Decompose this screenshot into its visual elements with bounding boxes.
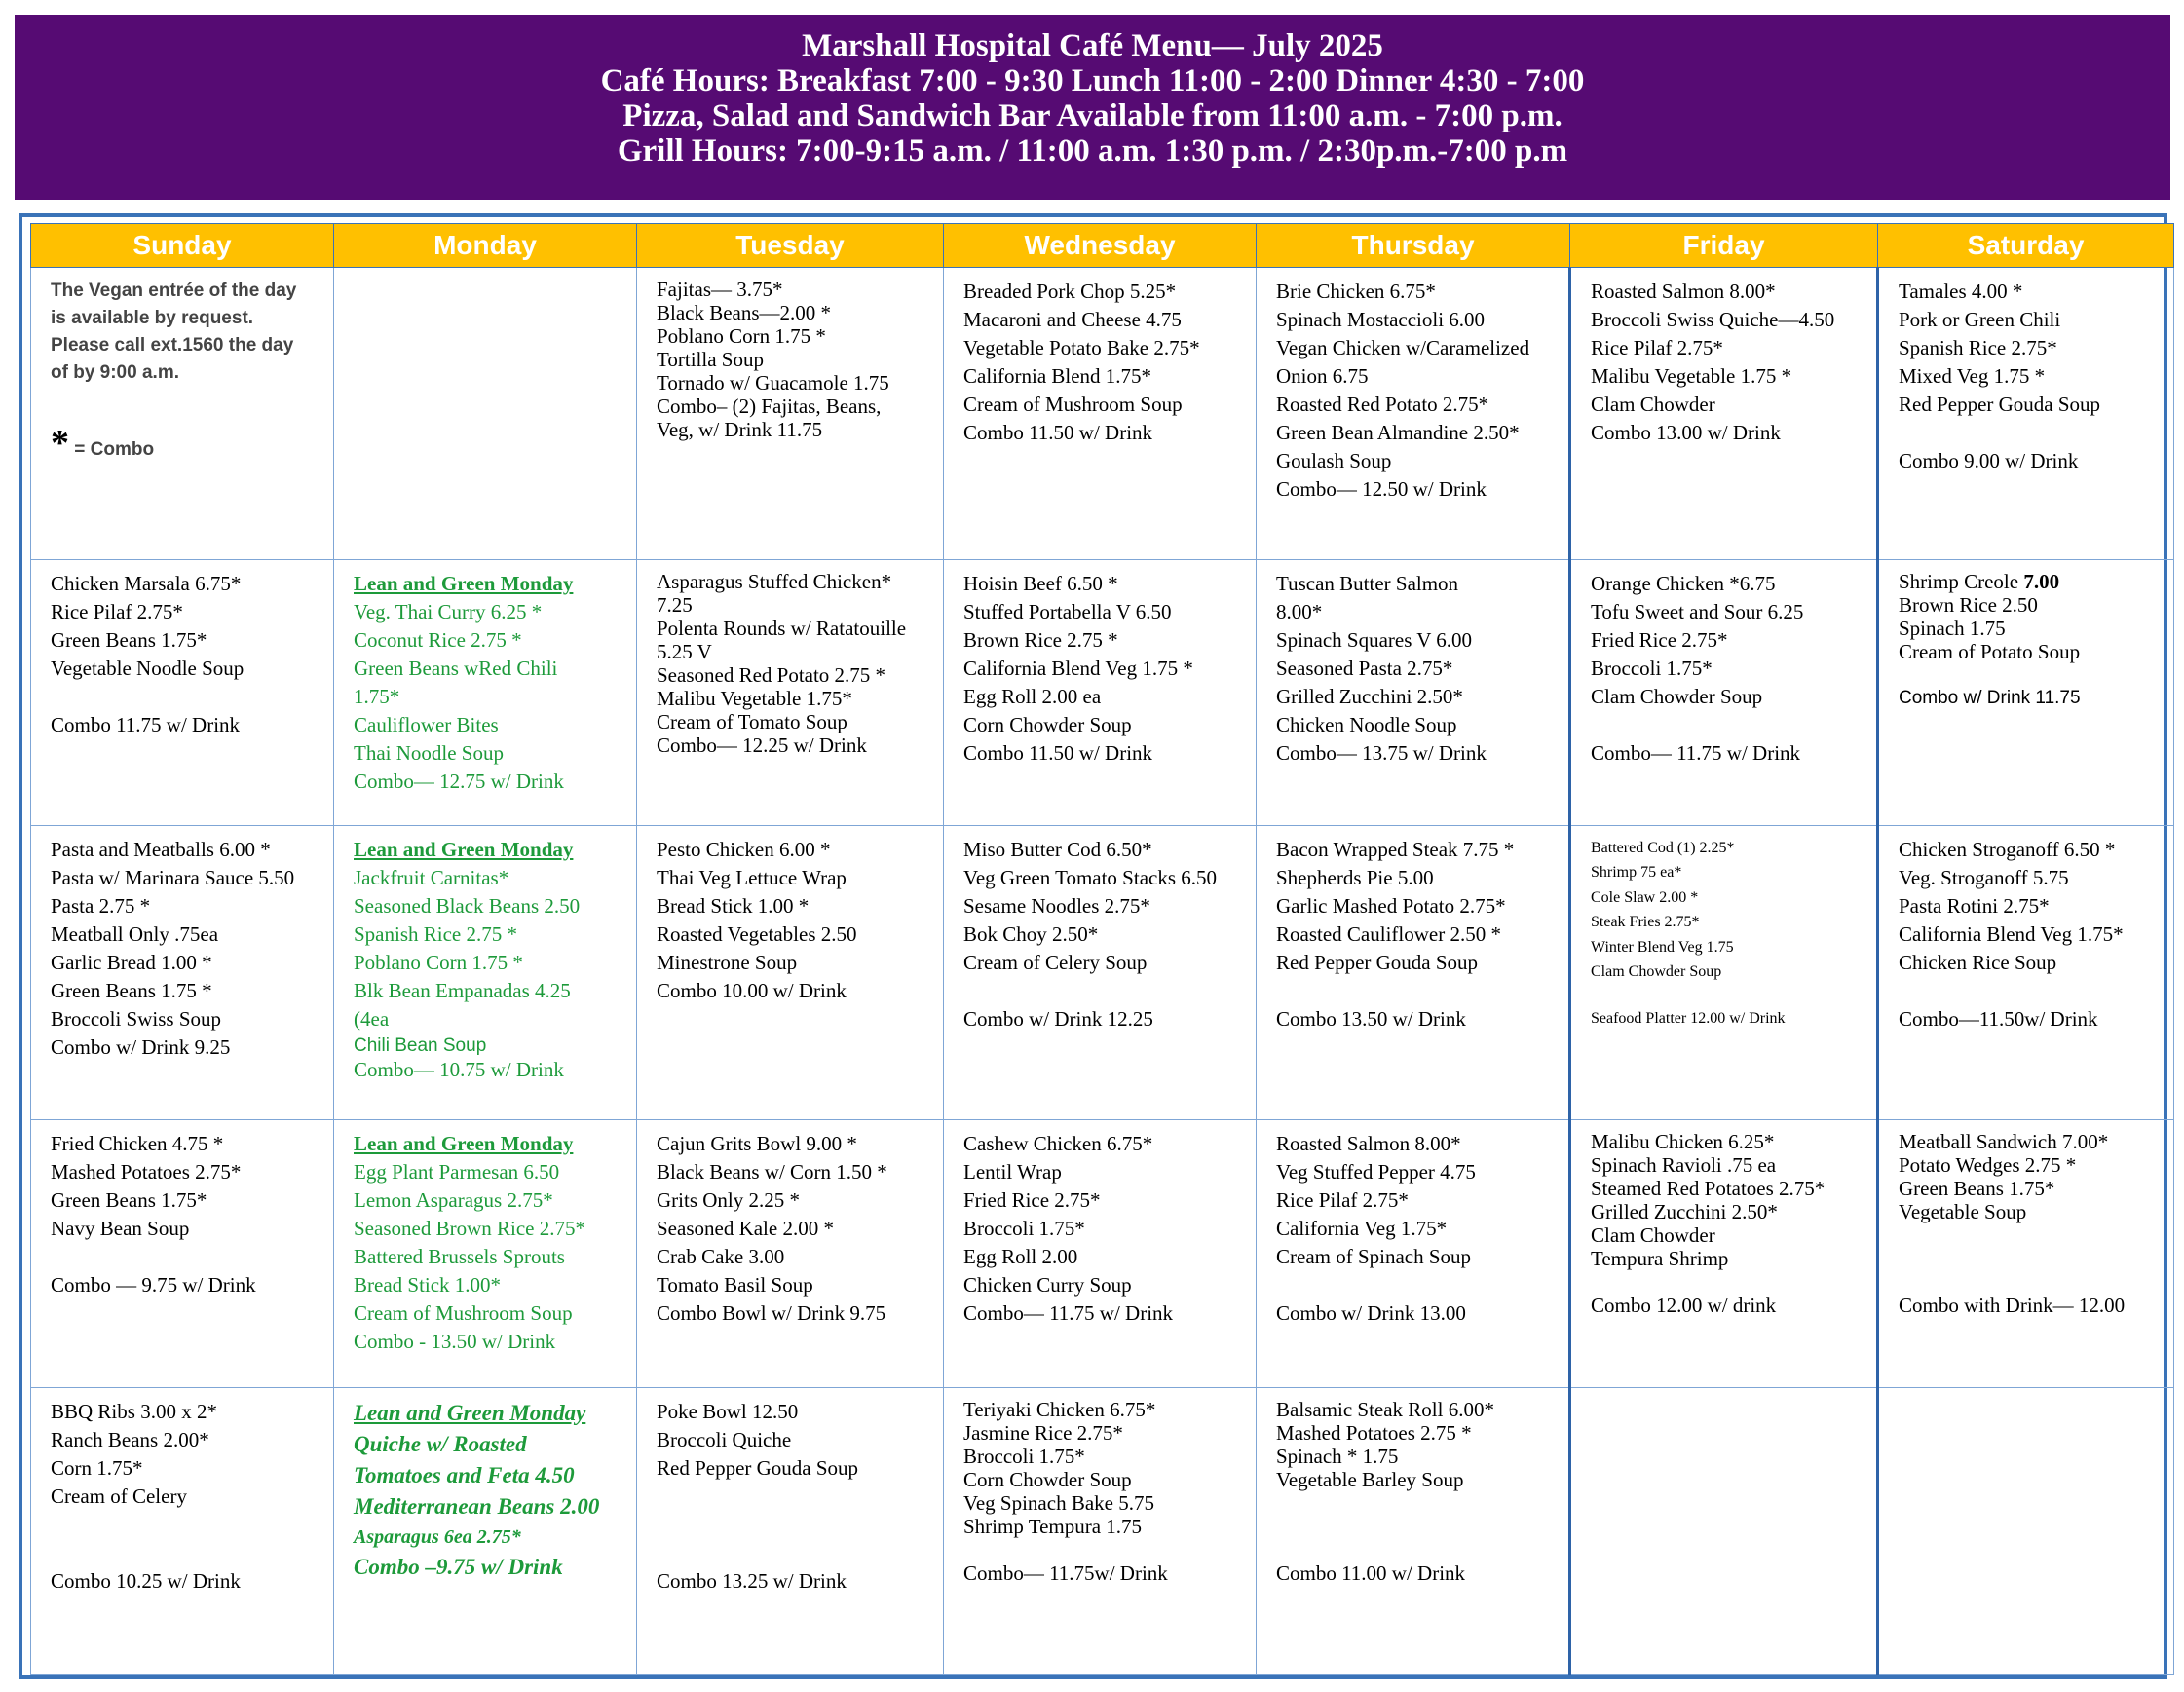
menu-item: Black Beans—2.00 * — [657, 301, 832, 324]
menu-item: Tortilla Soup — [657, 348, 764, 371]
lean-green-title: Lean and Green Monday — [354, 837, 574, 861]
menu-item: Rice Pilaf 2.75* — [1276, 1188, 1409, 1213]
menu-item: Stuffed Portabella V 6.50 — [963, 600, 1172, 624]
menu-item: Poblano Corn 1.75 * — [657, 324, 826, 348]
day-cell-lean-green — [334, 825, 637, 1119]
menu-calendar — [30, 223, 2174, 1675]
menu-item: Mashed Potatoes 2.75* — [51, 1160, 242, 1184]
menu-item: Broccoli Swiss Soup — [51, 1006, 222, 1031]
menu-banner — [15, 15, 2170, 200]
menu-item: Coconut Rice 2.75 * — [354, 628, 522, 653]
menu-item: Spinach 1.75 — [1899, 617, 2006, 641]
menu-item: Vegan Chicken w/Caramelized — [1276, 336, 1530, 359]
menu-item: Green Beans 1.75 * — [51, 978, 212, 1002]
day-header-friday: Friday — [1570, 224, 1878, 268]
menu-item: Lemon Asparagus 2.75* — [354, 1188, 553, 1213]
combo-price: Combo with Drink— 12.00 — [1899, 1294, 2126, 1318]
menu-item: Pasta Rotini 2.75* — [1899, 893, 2050, 918]
menu-item: Vegetable Barley Soup — [1276, 1467, 1464, 1491]
menu-item: 7.25 — [657, 593, 693, 618]
menu-item: Garlic Bread 1.00 * — [51, 950, 212, 974]
day-cell — [1878, 560, 2174, 825]
menu-item: Fried Chicken 4.75 * — [51, 1132, 224, 1156]
menu-item: Tornado w/ Guacamole 1.75 — [657, 371, 889, 395]
menu-item: Pork or Green Chili — [1899, 308, 2061, 331]
combo-price: Combo— 11.75 w/ Drink — [1591, 741, 1801, 766]
menu-item: 5.25 V — [657, 640, 712, 664]
menu-item: Mediterranean Beans 2.00 — [354, 1493, 600, 1519]
menu-item: Clam Chowder Soup — [1591, 963, 1722, 981]
day-cell — [944, 825, 1257, 1119]
day-cell — [944, 268, 1257, 560]
menu-item: Fried Rice 2.75* — [963, 1188, 1101, 1213]
menu-item: Combo w/ Drink 9.25 — [51, 1034, 231, 1059]
menu-item: Malibu Chicken 6.25* — [1591, 1130, 1775, 1154]
day-cell — [31, 825, 334, 1119]
day-cell — [637, 1387, 944, 1674]
menu-item: Brie Chicken 6.75* — [1276, 280, 1436, 303]
day-cell — [944, 1120, 1257, 1387]
menu-item: Shrimp 75 ea* — [1591, 864, 1682, 882]
day-cell — [1878, 1120, 2174, 1387]
day-cell-empty — [1570, 1387, 1878, 1674]
menu-item: Broccoli 1.75* — [963, 1217, 1085, 1241]
menu-item: Battered Cod (1) 2.25* — [1591, 839, 1735, 856]
menu-calendar-frame — [19, 213, 2167, 1679]
menu-item: 1.75* — [354, 685, 400, 709]
menu-item: Polenta Rounds w/ Ratatouille — [657, 617, 907, 641]
menu-item-name: Shrimp Creole — [1899, 570, 2024, 594]
menu-item: Cream of Potato Soup — [1899, 640, 2081, 664]
soup-item: Chili Bean Soup — [354, 1034, 487, 1056]
menu-item: Pasta w/ Marinara Sauce 5.50 — [51, 865, 295, 889]
menu-item: Cream of Celery Soup — [963, 950, 1148, 974]
day-cell — [31, 1387, 334, 1674]
day-cell — [944, 560, 1257, 825]
menu-item: Quiche w/ Roasted — [354, 1431, 527, 1456]
vegan-note-line: Please call ext.1560 the day — [51, 335, 294, 356]
menu-item: Potato Wedges 2.75 * — [1899, 1153, 2077, 1178]
day-cell — [31, 1120, 334, 1387]
combo-price: Combo 11.00 w/ Drink — [1276, 1560, 1466, 1585]
menu-item: Combo— 11.75 w/ Drink — [963, 1301, 1174, 1326]
menu-item: Vegetable Noodle Soup — [51, 657, 245, 681]
menu-item: Spinach Mostaccioli 6.00 — [1276, 308, 1486, 331]
day-cell — [1257, 1120, 1570, 1387]
menu-item: Brown Rice 2.75 * — [963, 628, 1118, 653]
menu-item: Goulash Soup — [1276, 449, 1392, 472]
menu-item: Green Beans wRed Chili — [354, 657, 558, 681]
menu-item: Mixed Veg 1.75 * — [1899, 364, 2046, 388]
menu-item: Broccoli 1.75* — [963, 1444, 1085, 1468]
menu-item: Cole Slaw 2.00 * — [1591, 888, 1699, 906]
combo-legend — [51, 423, 325, 467]
menu-item: Green Beans 1.75* — [51, 1188, 207, 1213]
menu-item: BBQ Ribs 3.00 x 2* — [51, 1399, 217, 1423]
menu-item: Bacon Wrapped Steak 7.75 * — [1276, 837, 1515, 861]
menu-item: Minestrone Soup — [657, 950, 798, 974]
day-cell — [1257, 825, 1570, 1119]
day-cell-empty — [334, 268, 637, 560]
combo-price: Seafood Platter 12.00 w/ Drink — [1591, 1009, 1786, 1027]
menu-item: Clam Chowder — [1591, 1223, 1715, 1248]
menu-item: Roasted Red Potato 2.75* — [1276, 393, 1489, 416]
week-row — [31, 1387, 2174, 1674]
combo-price: Combo— 11.75w/ Drink — [963, 1560, 1168, 1585]
day-cell — [1878, 825, 2174, 1119]
menu-item: Macaroni and Cheese 4.75 — [963, 308, 1182, 331]
menu-item: Pasta and Meatballs 6.00 * — [51, 837, 271, 861]
menu-item: Tofu Sweet and Sour 6.25 — [1591, 600, 1804, 624]
combo-price: Combo 13.25 w/ Drink — [657, 1568, 847, 1593]
cafe-hours: Café Hours: Breakfast 7:00 - 9:30 Lunch 11:00 - 2:00 Dinner 4:30 - 7:00 — [600, 63, 1585, 98]
menu-item: Balsamic Steak Roll 6.00* — [1276, 1397, 1494, 1421]
menu-item: Green Bean Almandine 2.50* — [1276, 421, 1520, 444]
combo-star-icon: * — [51, 423, 69, 464]
menu-item: Jackfruit Carnitas* — [354, 865, 509, 889]
menu-item: Grilled Zucchini 2.50* — [1276, 685, 1463, 709]
menu-item: (4ea — [354, 1006, 390, 1031]
menu-item: Combo— 12.50 w/ Drink — [1276, 477, 1487, 501]
menu-item: Combo— 13.75 w/ Drink — [1276, 741, 1487, 766]
menu-item: Spanish Rice 2.75 * — [354, 921, 517, 946]
menu-item: Battered Brussels Sprouts — [354, 1245, 565, 1269]
menu-item: Shrimp Tempura 1.75 — [963, 1514, 1143, 1538]
day-cell — [1257, 1387, 1570, 1674]
lean-green-title: Lean and Green Monday — [354, 1400, 586, 1425]
menu-item: Egg Roll 2.00 — [963, 1245, 1078, 1269]
menu-item: Jasmine Rice 2.75* — [963, 1420, 1123, 1445]
lean-green-title: Lean and Green Monday — [354, 1132, 574, 1156]
menu-item: Combo– (2) Fajitas, Beans, — [657, 395, 882, 418]
menu-item: Green Beans 1.75* — [1899, 1177, 2055, 1201]
menu-item: Thai Veg Lettuce Wrap — [657, 865, 847, 889]
menu-item: Crab Cake 3.00 — [657, 1245, 785, 1269]
menu-item: Combo 11.50 w/ Drink — [963, 741, 1153, 766]
menu-item: Chicken Marsala 6.75* — [51, 572, 242, 596]
menu-item: Cream of Tomato Soup — [657, 710, 847, 734]
menu-item: Corn 1.75* — [51, 1455, 143, 1480]
menu-item: Roasted Salmon 8.00* — [1591, 280, 1776, 303]
menu-item: Spanish Rice 2.75* — [1899, 336, 2057, 359]
day-cell-empty — [1878, 1387, 2174, 1674]
menu-item: Asparagus 6ea 2.75* — [354, 1525, 521, 1548]
menu-item: Grilled Zucchini 2.50* — [1591, 1200, 1778, 1224]
menu-item: Garlic Mashed Potato 2.75* — [1276, 893, 1506, 918]
day-cell-lean-green — [334, 1120, 637, 1387]
menu-item: Spinach * 1.75 — [1276, 1444, 1399, 1468]
menu-item: Cream of Mushroom Soup — [963, 393, 1183, 416]
vegan-note-line: is available by request. — [51, 308, 254, 328]
menu-item: Tomatoes and Feta 4.50 — [354, 1462, 575, 1487]
menu-item: Bok Choy 2.50* — [963, 921, 1099, 946]
menu-item: Onion 6.75 — [1276, 364, 1369, 388]
day-header-monday: Monday — [334, 224, 637, 268]
menu-item: Bread Stick 1.00 * — [657, 893, 810, 918]
menu-title: Marshall Hospital Café Menu— July 2025 — [802, 28, 1383, 63]
menu-item: Seasoned Black Beans 2.50 — [354, 893, 581, 918]
menu-item: Breaded Pork Chop 5.25* — [963, 280, 1177, 303]
menu-item: Chicken Stroganoff 6.50 * — [1899, 837, 2116, 861]
menu-item: Spinach Ravioli .75 ea — [1591, 1153, 1777, 1178]
menu-item: Roasted Vegetables 2.50 — [657, 921, 857, 946]
menu-item: Combo 10.00 w/ Drink — [657, 978, 847, 1002]
menu-item: Cream of Spinach Soup — [1276, 1245, 1472, 1269]
menu-item: Poke Bowl 12.50 — [657, 1399, 799, 1423]
menu-item: Combo 13.00 w/ Drink — [1591, 421, 1781, 444]
menu-item: Vegetable Soup — [1899, 1200, 2027, 1224]
menu-item: Combo - 13.50 w/ Drink — [354, 1330, 556, 1354]
menu-item: Rice Pilaf 2.75* — [51, 600, 183, 624]
menu-item: Seasoned Red Potato 2.75 * — [657, 663, 886, 688]
day-cell — [637, 560, 944, 825]
menu-item: Roasted Salmon 8.00* — [1276, 1132, 1461, 1156]
menu-item: Chicken Curry Soup — [963, 1273, 1132, 1297]
menu-item: Broccoli Quiche — [657, 1427, 792, 1451]
menu-item: Seasoned Kale 2.00 * — [657, 1217, 834, 1241]
menu-item: Cashew Chicken 6.75* — [963, 1132, 1153, 1156]
vegan-note-line: of by 9:00 a.m. — [51, 362, 179, 383]
combo-legend-text: = Combo — [74, 439, 155, 460]
menu-item: Pasta 2.75 * — [51, 893, 151, 918]
menu-item: Tamales 4.00 * — [1899, 280, 2023, 303]
menu-item: Chicken Noodle Soup — [1276, 713, 1457, 737]
menu-item: Cajun Grits Bowl 9.00 * — [657, 1132, 857, 1156]
menu-item: Fried Rice 2.75* — [1591, 628, 1728, 653]
menu-item: Roasted Cauliflower 2.50 * — [1276, 921, 1501, 946]
week-row — [31, 1120, 2174, 1387]
combo-price: Combo w/ Drink 12.25 — [963, 1006, 1153, 1031]
combo-price: Combo — 9.75 w/ Drink — [51, 1273, 256, 1297]
menu-item: Malibu Vegetable 1.75 * — [1591, 364, 1792, 388]
day-cell-lean-green — [334, 560, 637, 825]
menu-item: Broccoli 1.75* — [1591, 657, 1713, 681]
menu-item: Lentil Wrap — [963, 1160, 1062, 1184]
menu-item: California Blend Veg 1.75* — [1899, 921, 2124, 946]
day-cell-note — [31, 268, 334, 560]
menu-item: Tomato Basil Soup — [657, 1273, 813, 1297]
menu-item: Asparagus Stuffed Chicken* — [657, 570, 892, 594]
day-cell — [31, 560, 334, 825]
day-cell — [637, 268, 944, 560]
menu-item: Egg Plant Parmesan 6.50 — [354, 1160, 560, 1184]
week-row — [31, 268, 2174, 560]
day-header-tuesday: Tuesday — [637, 224, 944, 268]
menu-item: Blk Bean Empanadas 4.25 — [354, 978, 571, 1002]
menu-item: Cream of Celery — [51, 1484, 187, 1508]
combo-price: Combo 11.75 w/ Drink — [51, 713, 241, 737]
combo-price: Combo w/ Drink 13.00 — [1276, 1301, 1466, 1326]
menu-item: Navy Bean Soup — [51, 1217, 190, 1241]
menu-item: Veg Spinach Bake 5.75 — [963, 1490, 1154, 1515]
menu-item: Veg Stuffed Pepper 4.75 — [1276, 1160, 1476, 1184]
menu-item: Teriyaki Chicken 6.75* — [963, 1397, 1156, 1421]
day-header-row — [31, 224, 2174, 268]
menu-item: Corn Chowder Soup — [963, 713, 1132, 737]
menu-item: Sesame Noodles 2.75* — [963, 893, 1150, 918]
menu-item: Red Pepper Gouda Soup — [1899, 393, 2101, 416]
day-header-saturday: Saturday — [1878, 224, 2174, 268]
combo-price: Combo 10.25 w/ Drink — [51, 1568, 241, 1593]
day-cell — [1878, 268, 2174, 560]
menu-item: Veg. Stroganoff 5.75 — [1899, 865, 2069, 889]
day-cell — [637, 825, 944, 1119]
menu-item: Cream of Mushroom Soup — [354, 1301, 573, 1326]
week-row — [31, 825, 2174, 1119]
grill-hours: Grill Hours: 7:00-9:15 a.m. / 11:00 a.m. 1:30 p.m. / 2:30p.m.-7:00 p.m — [617, 133, 1568, 169]
menu-item: Tempura Shrimp — [1591, 1247, 1729, 1271]
menu-item: Steamed Red Potatoes 2.75* — [1591, 1177, 1826, 1201]
day-cell — [1570, 1120, 1878, 1387]
combo-price: Combo—11.50w/ Drink — [1899, 1006, 2098, 1031]
menu-item: Rice Pilaf 2.75* — [1591, 336, 1723, 359]
menu-item: Cauliflower Bites — [354, 713, 499, 737]
menu-item — [1899, 570, 2165, 593]
day-cell — [637, 1120, 944, 1387]
day-cell-lean-green — [334, 1387, 637, 1674]
menu-item: Tuscan Butter Salmon — [1276, 572, 1459, 596]
menu-item: Seasoned Brown Rice 2.75* — [354, 1217, 585, 1241]
lean-green-title: Lean and Green Monday — [354, 572, 574, 596]
menu-item: Miso Butter Cod 6.50* — [963, 837, 1152, 861]
menu-item: Corn Chowder Soup — [963, 1467, 1132, 1491]
menu-item: Malibu Vegetable 1.75* — [657, 687, 852, 711]
menu-item: Red Pepper Gouda Soup — [1276, 950, 1479, 974]
vegan-note-line: The Vegan entrée of the day — [51, 281, 297, 301]
day-cell — [944, 1387, 1257, 1674]
day-cell — [1570, 268, 1878, 560]
combo-price: Combo 9.00 w/ Drink — [1899, 449, 2079, 472]
menu-item: Bread Stick 1.00* — [354, 1273, 502, 1297]
menu-item: Ranch Beans 2.00* — [51, 1427, 209, 1451]
menu-item: Seasoned Pasta 2.75* — [1276, 657, 1453, 681]
menu-item: Veg. Thai Curry 6.25 * — [354, 600, 543, 624]
menu-item: Pesto Chicken 6.00 * — [657, 837, 831, 861]
menu-item: Shepherds Pie 5.00 — [1276, 865, 1434, 889]
menu-item-price: 7.00 — [2023, 570, 2060, 594]
day-header-sunday: Sunday — [31, 224, 334, 268]
menu-item: 8.00* — [1276, 600, 1323, 624]
combo-price: Combo –9.75 w/ Drink — [354, 1554, 563, 1579]
menu-item: Combo— 12.75 w/ Drink — [354, 770, 564, 794]
week-row — [31, 560, 2174, 825]
menu-item: California Veg 1.75* — [1276, 1217, 1448, 1241]
menu-item: Black Beans w/ Corn 1.50 * — [657, 1160, 887, 1184]
menu-item: Grits Only 2.25 * — [657, 1188, 800, 1213]
menu-item: California Blend Veg 1.75 * — [963, 657, 1193, 681]
menu-item: Veg Green Tomato Stacks 6.50 — [963, 865, 1218, 889]
menu-item: Steak Fries 2.75* — [1591, 914, 1700, 931]
combo-price: Combo w/ Drink 11.75 — [1899, 688, 2081, 709]
menu-item: Brown Rice 2.50 — [1899, 593, 2038, 618]
day-header-thursday: Thursday — [1257, 224, 1570, 268]
menu-item: Winter Blend Veg 1.75 — [1591, 938, 1734, 956]
menu-item: California Blend 1.75* — [963, 364, 1152, 388]
combo-price: Combo 12.00 w/ drink — [1591, 1294, 1777, 1318]
menu-item: Clam Chowder — [1591, 393, 1715, 416]
menu-item: Egg Roll 2.00 ea — [963, 685, 1102, 709]
menu-item: Orange Chicken *6.75 — [1591, 572, 1776, 596]
menu-item: Combo Bowl w/ Drink 9.75 — [657, 1301, 886, 1326]
menu-item: Hoisin Beef 6.50 * — [963, 572, 1118, 596]
menu-item: Chicken Rice Soup — [1899, 950, 2057, 974]
menu-item: Red Pepper Gouda Soup — [657, 1455, 859, 1480]
menu-item: Spinach Squares V 6.00 — [1276, 628, 1473, 653]
menu-item: Combo 11.50 w/ Drink — [963, 421, 1153, 444]
menu-item: Veg, w/ Drink 11.75 — [657, 418, 823, 441]
day-cell — [1257, 560, 1570, 825]
menu-item: Thai Noodle Soup — [354, 741, 504, 766]
menu-item: Poblano Corn 1.75 * — [354, 950, 523, 974]
menu-item: Mashed Potatoes 2.75 * — [1276, 1420, 1472, 1445]
bar-hours: Pizza, Salad and Sandwich Bar Available from 11:00 a.m. - 7:00 p.m. — [622, 98, 1563, 133]
menu-item: Broccoli Swiss Quiche—4.50 — [1591, 308, 1835, 331]
menu-item: Green Beans 1.75* — [51, 628, 207, 653]
menu-item: Meatball Sandwich 7.00* — [1899, 1130, 2109, 1154]
day-cell — [1570, 825, 1878, 1119]
menu-item: Clam Chowder Soup — [1591, 685, 1763, 709]
combo-price: Combo 13.50 w/ Drink — [1276, 1006, 1466, 1031]
menu-item: Meatball Only .75ea — [51, 921, 219, 946]
day-cell — [1570, 560, 1878, 825]
menu-item: Fajitas— 3.75* — [657, 278, 783, 301]
menu-item: Vegetable Potato Bake 2.75* — [963, 336, 1200, 359]
day-cell — [1257, 268, 1570, 560]
menu-item: Combo— 12.25 w/ Drink — [657, 733, 867, 758]
day-header-wednesday: Wednesday — [944, 224, 1257, 268]
combo-price: Combo— 10.75 w/ Drink — [354, 1057, 564, 1081]
